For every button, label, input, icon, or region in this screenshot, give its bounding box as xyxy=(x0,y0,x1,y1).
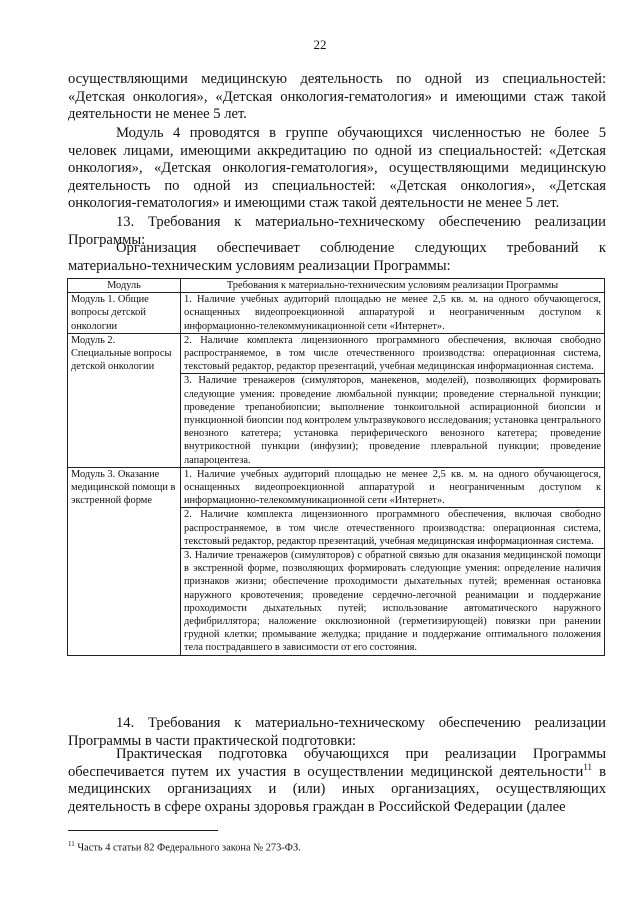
header-module: Модуль xyxy=(68,279,181,293)
module-cell xyxy=(68,293,181,468)
section-13-heading: 13. Требования к материально-техническому обеспечению реализации Программы: xyxy=(68,214,606,248)
requirements-cell xyxy=(181,293,605,468)
table-row xyxy=(68,467,605,655)
practical-training-text-tail: в медицинских организациях и (или) иных организациях, осуществляющих деятельность в сфере охраны здоровья граждан в Российской Федерации (далее xyxy=(68,763,606,815)
requirement-item: 2. Наличие комплекта лицензионного программного обеспечения, включая свободно распространяемое, в том числе отечественного производства: операционная система, текстовый редактор, редактор презентаций, учебная медицинская информационная система. xyxy=(181,333,604,374)
requirement-item: 2. Наличие комплекта лицензионного программного обеспечения, включая свободно распространяемое, в том числе отечественного производства: операционная система, текстовый редактор, редактор презентаций, учебная медицинская информационная система. xyxy=(181,507,604,548)
table-row xyxy=(68,293,605,468)
paragraph-requirements-intro: Организация обеспечивает соблюдение следующих требований к материально-техническим условиям реализации Программы: xyxy=(68,240,606,274)
footnote-text: Часть 4 статьи 82 Федерального закона № 273-ФЗ. xyxy=(74,842,301,854)
paragraph-continuation: осуществляющими медицинскую деятельность по одной из специальностей: «Детская онкология», «Детская онкология-гематология» и имеющими стаж такой деятельности не менее 5 лет. xyxy=(68,71,606,123)
header-requirements: Требования к материально-техническим условиям реализации Программы xyxy=(181,279,605,293)
footnote-mark: 11 xyxy=(68,840,75,848)
requirement-item: 3. Наличие тренажеров (симуляторов, манекенов, моделей), позволяющих формировать следующие умения: проведение люмбальной пункции; проведение стернальной пункции; проведение трепанобиопсии; выполнение тонкоигольной аспирационной биопсии и пункционной биопсии под контролем ультразвукового исследования; установка центрального венозного катетера; установка периферического венозного катетера; проведение внутрикостной пункции (инфузии); проведение плевральной пункции; проведение лапароцентеза. xyxy=(181,373,604,466)
footnote-reference[interactable]: 11 xyxy=(583,761,593,772)
paragraph-practical-training xyxy=(68,746,606,816)
footnote-separator xyxy=(68,830,218,831)
module-1-label: Модуль 1. Общие вопросы детской онкологии xyxy=(71,294,149,332)
table-header-row xyxy=(68,279,605,293)
footnote xyxy=(68,838,606,854)
paragraph-module-4: Модуль 4 проводятся в группе обучающихся численностью не более 5 человек лицами, имеющими аккредитацию по одной из специальностей: «Детская онкология», «Детская онкология-гематология», осуществляющими медицинскую деятельность по одной из специальностей: «Детская онкология», «Детская онкология-гематология» и имеющими стаж такой деятельности не менее 5 лет. xyxy=(68,125,606,212)
module-2-label: Модуль 2. Специальные вопросы детской онкологии xyxy=(68,333,180,374)
module-cell xyxy=(68,467,181,655)
requirement-item: 3. Наличие тренажеров (симуляторов) с обратной связью для оказания медицинской помощи в экстренной форме, позволяющих формировать следующие умения: определение наличия признаков жизни; обеспечение проходимости дыхательных путей; временная остановка наружного кровотечения; проведение сердечно-легочной реанимации и поддержание проходимости дыхательных путей; использование автоматического наружного дефибриллятора; наложение окклюзионной (герметизирующей) повязки при ранении грудной клетки; промывание желудка; придание и поддержание оптимального положения тела пострадавшего в зависимости от его состояния. xyxy=(181,548,604,655)
requirement-item: 1. Наличие учебных аудиторий площадью не менее 2,5 кв. м. на одного обучающегося, оснащенных видеопроекционной аппаратурой и неограниченным доступом к информационно-телекоммуникационной сети «Интернет». xyxy=(184,468,601,507)
section-14-heading: 14. Требования к материально-техническому обеспечению реализации Программы в части практической подготовки: xyxy=(68,715,606,749)
page-number: 22 xyxy=(313,37,327,52)
requirement-item: 1. Наличие учебных аудиторий площадью не менее 2,5 кв. м. на одного обучающегося, оснащенных видеопроекционной аппаратурой и неограниченным доступом к информационно-телекоммуникационной сети «Интернет». xyxy=(184,294,601,332)
practical-training-text: Практическая подготовка обучающихся при реализации Программы обеспечивается путем их участия в осуществлении медицинской деятельности xyxy=(68,746,606,780)
requirements-table xyxy=(67,278,605,656)
module-3-label: Модуль 3. Оказание медицинской помощи в экстренной форме xyxy=(71,468,176,507)
requirements-cell xyxy=(181,467,605,655)
